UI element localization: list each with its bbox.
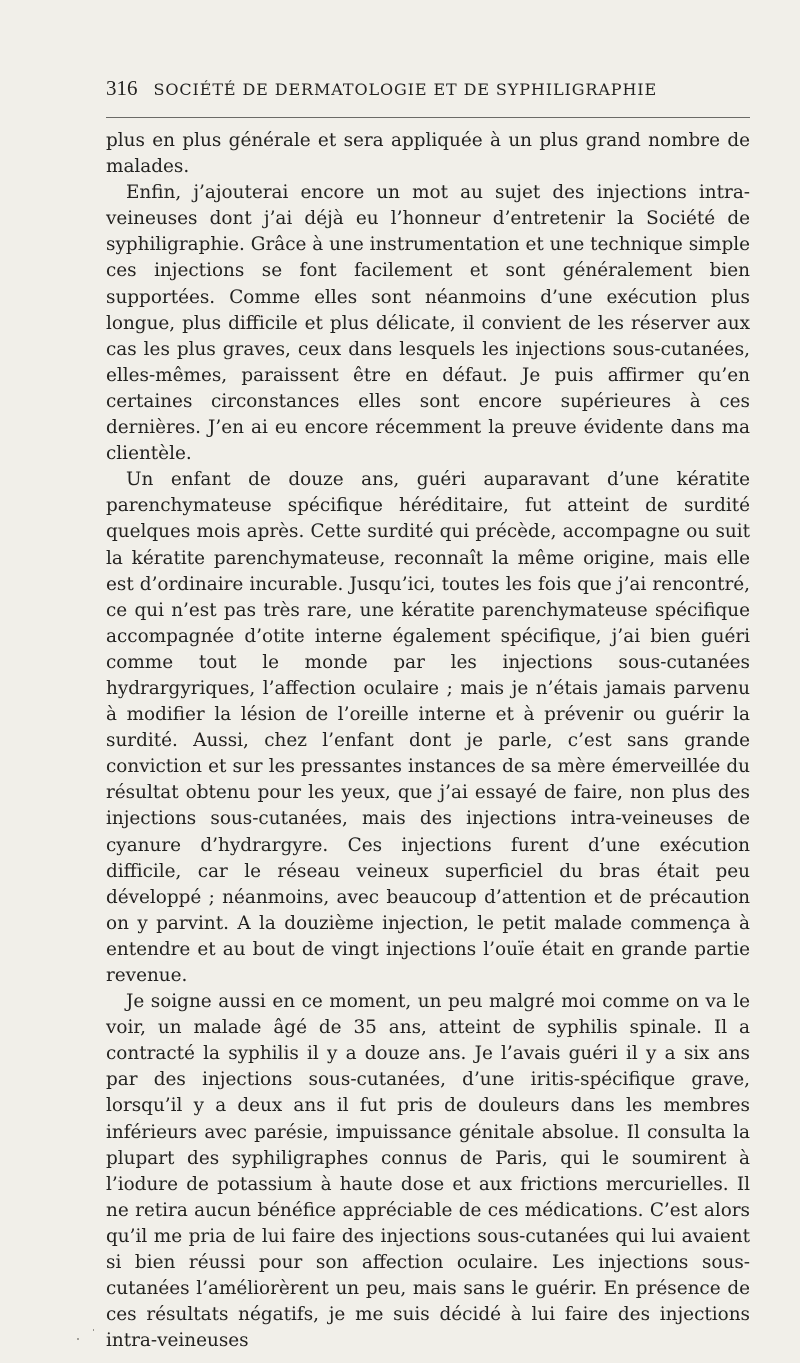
paper-speck [77, 1338, 79, 1340]
running-head [106, 76, 750, 106]
page-number: 316 [106, 76, 138, 100]
paragraph-continuation: plus en plus générale et sera appliquée à un plus grand nombre de malades. [106, 130, 750, 178]
paragraph-child-case: Un enfant de douze ans, guéri auparavant d’une kératite parenchymateuse spécifique héréditaire, fut atteint de surdité quelques mois après. Cette surdité qui précède, accompagne ou suit la kératite parenchymateuse, reconnaît la même origine, mais elle est d’ordinaire incurable. Jusqu’ici, toutes les fois que j’ai rencontré, ce qui n’est pas très rare, une kératite parenchymateuse spécifique accompagnée d’otite interne également spécifique, j’ai bien guéri comme tout le monde par les injections sous-cutanées hydrargyriques, l’affection oculaire ; mais je n’étais jamais parvenu à modifier la lésion de l’oreille interne et à prévenir ou guérir la surdité. Aussi, chez l’enfant dont je parle, c’est sans grande conviction et sur les pressantes instances de sa mère émerveillée du résultat obtenu pour les yeux, que j’ai essayé de faire, non plus des injections sous-cutanées, mais des injections intra-veineuses de cyanure d’hydrargyre. Ces injections furent d’une exécution difficile, car le réseau veineux superficiel du bras était peu développé ; néanmoins, avec beaucoup d’attention et de précaution on y parvint. A la douzième injection, le petit malade commença à entendre et au bout de vingt injections l’ouïe était en grande partie revenue. [106, 469, 750, 986]
header-rule [106, 117, 750, 118]
journal-title: SOCIÉTÉ DE DERMATOLOGIE ET DE SYPHILIGRAPHIE [153, 80, 658, 99]
paper-speck [93, 1329, 94, 1331]
paragraph-intravenous-injections: Enfin, j’ajouterai encore un mot au sujet des injections intra-veineuses dont j’ai déjà eu l’honneur d’entretenir la Société de syphiligraphie. Grâce à une instrumentation et une technique simple ces injections se font facilement et sont généralement bien supportées. Comme elles sont néanmoins d’une exécution plus longue, plus difficile et plus délicate, il convient de les réserver aux cas les plus graves, ceux dans lesquels les injections sous-cutanées, elles-mêmes, paraissent être en défaut. Je puis affirmer qu’en certaines circonstances elles sont encore supérieures à ces dernières. J’en ai eu encore récemment la preuve évidente dans ma clientèle. [106, 182, 750, 465]
body-text [106, 128, 750, 1354]
paragraph-adult-case: Je soigne aussi en ce moment, un peu malgré moi comme on va le voir, un malade âgé de 35 ans, atteint de syphilis spinale. Il a contracté la syphilis il y a douze ans. Je l’avais guéri il y a six ans par des injections sous-cutanées, d’une iritis-spécifique grave, lorsqu’il y a deux ans il fut pris de douleurs dans les membres inférieurs avec parésie, impuissance génitale absolue. Il consulta la plupart des syphiligraphes connus de Paris, qui le soumirent à l’iodure de potassium à haute dose et aux frictions mercurielles. Il ne retira aucun bénéfice appréciable de ces médications. C’est alors qu’il me pria de lui faire des injections sous-cutanées qui lui avaient si bien réussi pour son affection oculaire. Les injections sous-cutanées l’améliorèrent un peu, mais sans le guérir. En présence de ces résultats négatifs, je me suis décidé à lui faire des injections intra-veineuses [106, 991, 750, 1352]
